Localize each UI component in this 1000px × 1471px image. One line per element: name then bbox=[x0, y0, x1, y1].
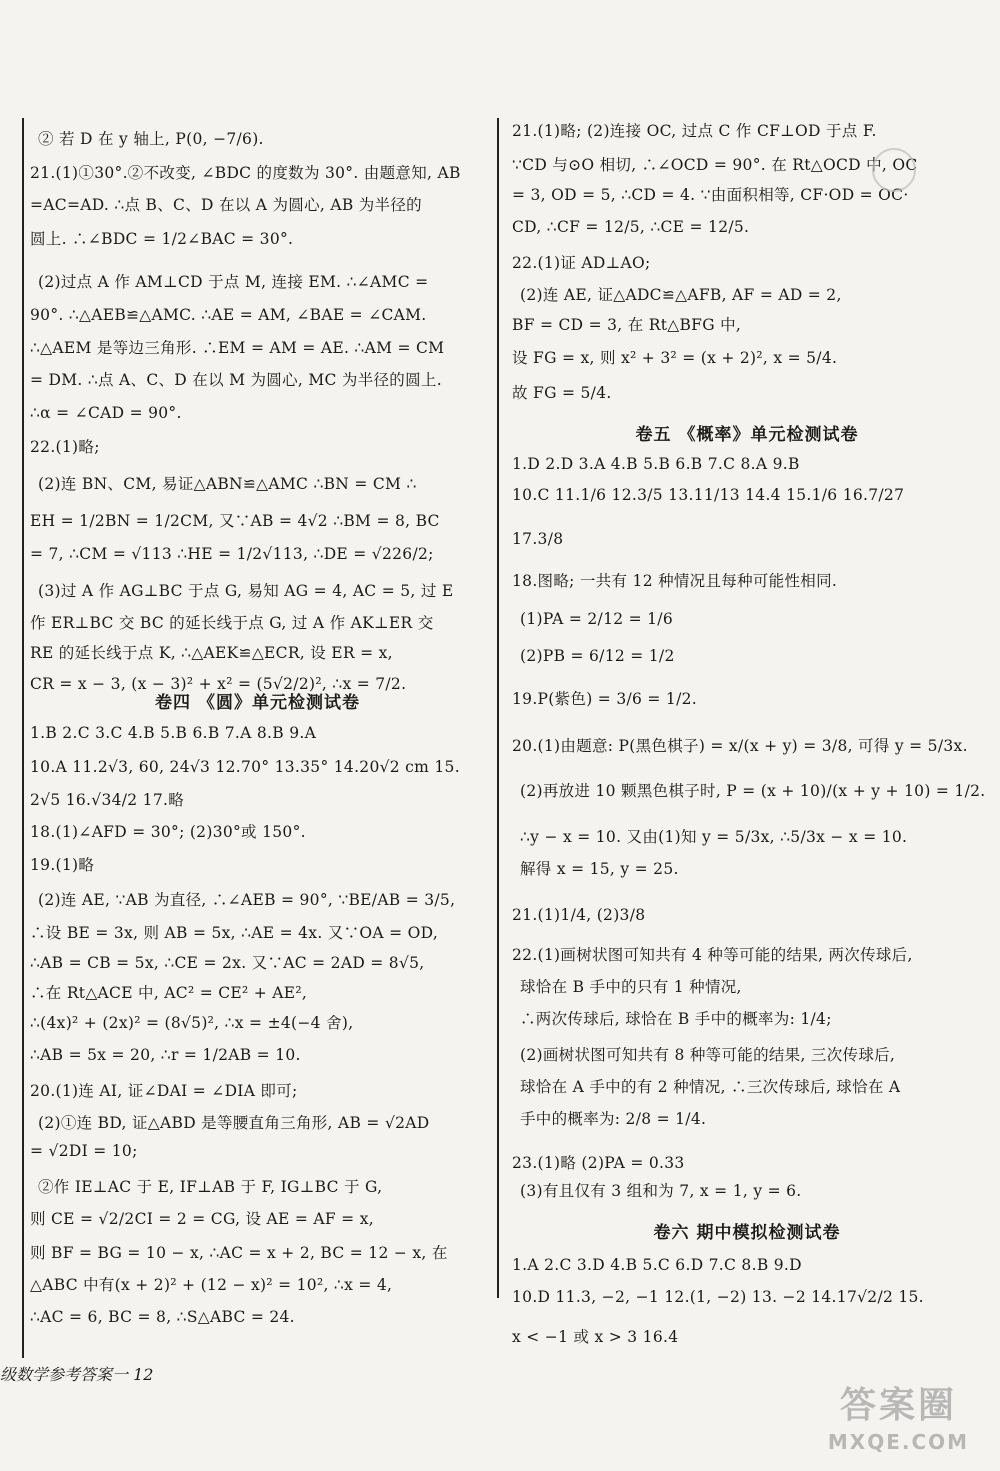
answer-line: 20.(1)由题意: P(黑色棋子) = x/(x + y) = 3/8, 可得 y = 5/3x. bbox=[512, 737, 968, 755]
answer-line: x < −1 或 x > 3 16.4 bbox=[512, 1328, 679, 1346]
answer-line: (3)过 A 作 AG⊥BC 于点 G, 易知 AG = 4, AC = 5, 过 E bbox=[38, 582, 454, 600]
answer-line: 19.P(紫色) = 3/6 = 1/2. bbox=[512, 690, 697, 708]
answer-line: 18.(1)∠AFD = 30°; (2)30°或 150°. bbox=[30, 823, 306, 841]
left-margin-rule bbox=[22, 118, 24, 1358]
answer-line: 21.(1)①30°.②不改变, ∠BDC 的度数为 30°. 由题意知, AB bbox=[30, 164, 461, 182]
answer-line: BF = CD = 3, 在 Rt△BFG 中, bbox=[512, 316, 742, 334]
section-heading-juan4: 卷四 《圆》单元检测试卷 bbox=[155, 693, 360, 713]
answer-line: CD, ∴CF = 12/5, ∴CE = 12/5. bbox=[512, 218, 750, 236]
answer-line: 20.(1)连 AI, 证∠DAI = ∠DIA 即可; bbox=[30, 1082, 298, 1100]
answer-line: 17.3/8 bbox=[512, 530, 564, 548]
answer-line: ∴两次传球后, 球恰在 B 手中的概率为: 1/4; bbox=[520, 1010, 832, 1028]
column-divider bbox=[497, 118, 499, 1298]
answer-line: 故 FG = 5/4. bbox=[512, 384, 612, 402]
answer-line: 10.C 11.1/6 12.3/5 13.11/13 14.4 15.1/6 16.7/27 bbox=[512, 486, 905, 504]
faint-stamp-mark bbox=[872, 148, 916, 192]
page-footer: 级数学参考答案一 12 bbox=[0, 1365, 154, 1384]
answer-line: 23.(1)略 (2)PA = 0.33 bbox=[512, 1154, 685, 1172]
answer-line: 19.(1)略 bbox=[30, 856, 95, 874]
answer-line: 22.(1)证 AD⊥AO; bbox=[512, 254, 651, 272]
answer-line: 则 CE = √2/2CI = 2 = CG, 设 AE = AF = x, bbox=[30, 1210, 374, 1228]
answer-line: 1.B 2.C 3.C 4.B 5.B 6.B 7.A 8.B 9.A bbox=[30, 724, 317, 742]
answer-line: CR = x − 3, (x − 3)² + x² = (5√2/2)², ∴x = 7/2. bbox=[30, 675, 407, 693]
answer-line: ② 若 D 在 y 轴上, P(0, −7/6). bbox=[38, 130, 264, 148]
answer-line: (2)连 BN、CM, 易证△ABN≌△AMC ∴BN = CM ∴ bbox=[38, 475, 417, 493]
answer-line: (2)连 AE, ∵AB 为直径, ∴∠AEB = 90°, ∵BE/AB = 3/5, bbox=[38, 891, 456, 909]
answer-line: = 3, OD = 5, ∴CD = 4. ∵由面积相等, CF·OD = OC· bbox=[512, 186, 909, 204]
answer-line: (2)①连 BD, 证△ABD 是等腰直角三角形, AB = √2AD bbox=[38, 1114, 430, 1132]
answer-line: 10.A 11.2√3, 60, 24√3 12.70° 13.35° 14.20√2 cm 15. bbox=[30, 758, 460, 776]
answer-line: ∵CD 与⊙O 相切, ∴∠OCD = 90°. 在 Rt△OCD 中, OC bbox=[512, 156, 918, 174]
answer-line: 10.D 11.3, −2, −1 12.(1, −2) 13. −2 14.17√2/2 15. bbox=[512, 1288, 924, 1306]
watermark-url: MXQE.COM bbox=[827, 1430, 970, 1454]
answer-line: 2√5 16.√34/2 17.略 bbox=[30, 791, 185, 809]
answer-line: RE 的延长线于点 K, ∴△AEK≌△ECR, 设 ER = x, bbox=[30, 644, 393, 662]
answer-line: 作 ER⊥BC 交 BC 的延长线于点 G, 过 A 作 AK⊥ER 交 bbox=[30, 614, 434, 632]
answer-line: 90°. ∴△AEB≌△AMC. ∴AE = AM, ∠BAE = ∠CAM. bbox=[30, 306, 427, 324]
answer-line: (2)连 AE, 证△ADC≌△AFB, AF = AD = 2, bbox=[520, 286, 842, 304]
answer-line: (2)再放进 10 颗黑色棋子时, P = (x + 10)/(x + y + 10) = 1/2. bbox=[520, 782, 986, 800]
answer-line: 球恰在 B 手中的只有 1 种情况, bbox=[520, 978, 742, 996]
answer-line: 则 BF = BG = 10 − x, ∴AC = x + 2, BC = 12 − x, 在 bbox=[30, 1244, 448, 1262]
answer-line: (2)过点 A 作 AM⊥CD 于点 M, 连接 EM. ∴∠AMC = bbox=[38, 273, 429, 291]
answer-line: = DM. ∴点 A、C、D 在以 M 为圆心, MC 为半径的圆上. bbox=[30, 371, 442, 389]
answer-line: 1.D 2.D 3.A 4.B 5.B 6.B 7.C 8.A 9.B bbox=[512, 455, 800, 473]
watermark-logo bbox=[811, 1377, 986, 1465]
answer-line: ②作 IE⊥AC 于 E, IF⊥AB 于 F, IG⊥BC 于 G, bbox=[38, 1178, 383, 1196]
section-heading-juan6: 卷六 期中模拟检测试卷 bbox=[653, 1223, 841, 1243]
answer-line: =AC=AD. ∴点 B、C、D 在以 A 为圆心, AB 为半径的 bbox=[30, 196, 422, 214]
watermark-text: 答案圈 bbox=[839, 1385, 957, 1426]
answer-line: EH = 1/2BN = 1/2CM, 又∵AB = 4√2 ∴BM = 8, BC bbox=[30, 512, 440, 530]
answer-line: 手中的概率为: 2/8 = 1/4. bbox=[520, 1110, 707, 1128]
answer-line: 球恰在 A 手中的有 2 种情况, ∴三次传球后, 球恰在 A bbox=[520, 1078, 901, 1096]
answer-line: △ABC 中有(x + 2)² + (12 − x)² = 10², ∴x = 4, bbox=[30, 1276, 393, 1294]
answer-line: (3)有且仅有 3 组和为 7, x = 1, y = 6. bbox=[520, 1182, 802, 1200]
answer-line: 设 FG = x, 则 x² + 3² = (x + 2)², x = 5/4. bbox=[512, 349, 838, 367]
answer-line: ∴α = ∠CAD = 90°. bbox=[30, 404, 182, 422]
answer-line: 18.图略; 一共有 12 种情况且每种可能性相同. bbox=[512, 572, 838, 590]
answer-line: ∴AB = CB = 5x, ∴CE = 2x. 又∵AC = 2AD = 8√5, bbox=[30, 954, 425, 972]
answer-line: 圆上. ∴∠BDC = 1/2∠BAC = 30°. bbox=[30, 230, 294, 248]
answer-line: 21.(1)1/4, (2)3/8 bbox=[512, 906, 646, 924]
answer-line: ∴y − x = 10. 又由(1)知 y = 5/3x, ∴5/3x − x = 10. bbox=[520, 828, 908, 846]
answer-line: ∴△AEM 是等边三角形. ∴EM = AM = AE. ∴AM = CM bbox=[30, 339, 445, 357]
answer-line: 21.(1)略; (2)连接 OC, 过点 C 作 CF⊥OD 于点 F. bbox=[512, 122, 877, 140]
answer-line: ∴(4x)² + (2x)² = (8√5)², ∴x = ±4(−4 舍), bbox=[30, 1014, 354, 1032]
answer-line: 解得 x = 15, y = 25. bbox=[520, 860, 679, 878]
section-heading-juan5: 卷五 《概率》单元检测试卷 bbox=[635, 425, 859, 445]
answer-line: = √2DI = 10; bbox=[30, 1142, 138, 1160]
answer-line: (2)画树状图可知共有 8 种等可能的结果, 三次传球后, bbox=[520, 1046, 896, 1064]
answer-line: ∴AB = 5x = 20, ∴r = 1/2AB = 10. bbox=[30, 1046, 301, 1064]
answer-line: 22.(1)略; bbox=[30, 438, 100, 456]
answer-line: (1)PA = 2/12 = 1/6 bbox=[520, 610, 673, 628]
answer-line: ∴在 Rt△ACE 中, AC² = CE² + AE², bbox=[30, 984, 308, 1002]
answer-line: = 7, ∴CM = √113 ∴HE = 1/2√113, ∴DE = √226/2; bbox=[30, 545, 434, 563]
answer-line: 22.(1)画树状图可知共有 4 种等可能的结果, 两次传球后, bbox=[512, 946, 913, 964]
answer-line: 1.A 2.C 3.D 4.B 5.C 6.D 7.C 8.B 9.D bbox=[512, 1256, 802, 1274]
answer-line: ∴AC = 6, BC = 8, ∴S△ABC = 24. bbox=[30, 1308, 295, 1326]
answer-line: ∴设 BE = 3x, 则 AB = 5x, ∴AE = 4x. 又∵OA = OD, bbox=[30, 924, 439, 942]
answer-line: (2)PB = 6/12 = 1/2 bbox=[520, 647, 675, 665]
